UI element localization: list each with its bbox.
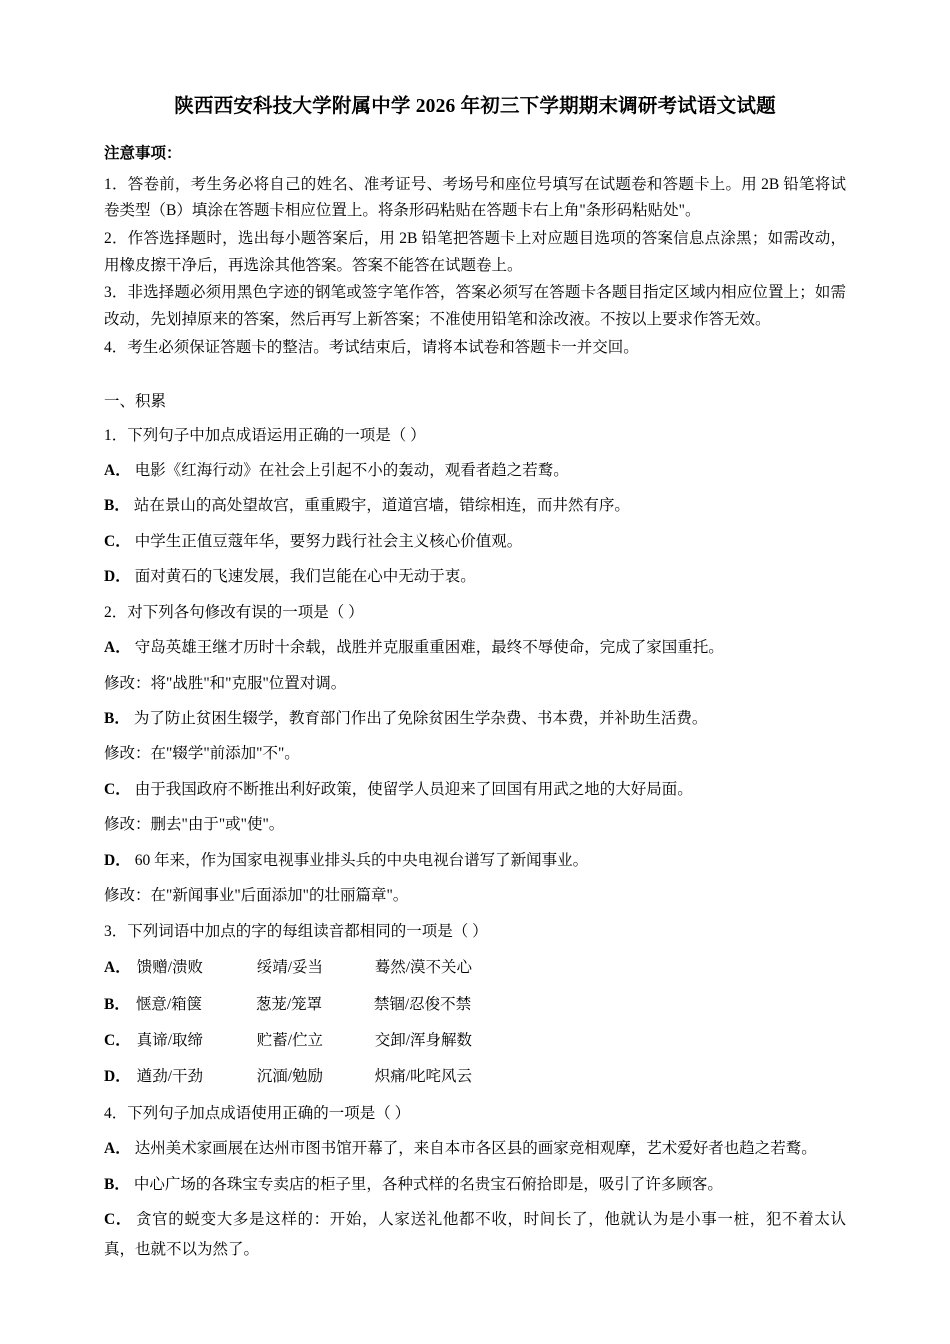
notice-item-2: 2．作答选择题时，选出每小题答案后，用 2B 铅笔把答题卡上对应题目选项的答案信息点涂黑；如需改动，用橡皮擦干净后，再选涂其他答案。答案不能答在试题卷上。 — [104, 229, 846, 274]
option-col-3: 交卸/浑身解数 — [374, 1031, 473, 1049]
question-4 — [104, 1099, 846, 1264]
option-a — [104, 953, 846, 982]
option-d-fix: 修改：在"新闻事业"后面添加"的壮丽篇章"。 — [104, 887, 409, 905]
question-stem: 1．下列句子中加点成语运用正确的一项是（ ） — [104, 426, 426, 444]
option-col-2: 绥靖/妥当 — [256, 959, 324, 977]
option-text: 中学生正值豆蔻年华，要努力践行社会主义核心价值观。 — [134, 532, 523, 550]
question-3 — [104, 917, 846, 1092]
option-text: 60 年来，作为国家电视事业排头兵的中央电视台谱写了新闻事业。 — [134, 851, 589, 869]
option-label: B． — [104, 1175, 130, 1193]
option-d — [104, 846, 846, 875]
option-b — [104, 704, 846, 733]
question-stem: 4．下列句子加点成语使用正确的一项是（ ） — [104, 1104, 411, 1122]
option-b — [104, 491, 846, 520]
option-label: B． — [104, 995, 130, 1013]
option-label: A． — [104, 461, 131, 479]
notice-item-1: 1．答卷前，考生务必将自己的姓名、准考证号、考场号和座位号填写在试题卷和答题卡上。用 2B 铅笔将试卷类型（B）填涂在答题卡相应位置上。将条形码粘贴在答题卡右上角"条形码粘贴处"。 — [104, 175, 846, 220]
option-text: 贪官的蜕变大多是这样的：开始，人家送礼他都不收，时间长了，他就认为是小事一桩，犯不着太认真，也就不以为然了。 — [104, 1211, 846, 1258]
option-d — [104, 562, 846, 591]
page-title: 陕西西安科技大学附属中学 2026 年初三下学期期末调研考试语文试题 — [174, 96, 776, 117]
notice-block — [104, 141, 846, 361]
option-label: C． — [104, 1031, 131, 1049]
option-col-3: 禁锢/忍俊不禁 — [373, 995, 472, 1013]
option-label: D． — [104, 568, 131, 586]
option-col-3: 蓦然/漠不关心 — [374, 959, 473, 977]
notice-item-4: 4．考生必须保证答题卡的整洁。考试结束后，请将本试卷和答题卡一并交回。 — [104, 338, 639, 356]
option-label: D． — [104, 851, 131, 869]
option-col-2: 葱茏/笼罩 — [255, 995, 323, 1013]
option-text: 面对黄石的飞速发展，我们岂能在心中无动于衷。 — [134, 568, 476, 586]
option-c-fix: 修改：删去"由于"或"使"。 — [104, 816, 285, 834]
notice-item-3: 3．非选择题必须用黑色字迹的钢笔或签字笔作答，答案必须写在答题卡各题目指定区域内相应位置上；如需改动，先划掉原来的答案，然后再写上新答案；不准使用铅笔和涂改液。不按以上要求作答无效。 — [104, 284, 846, 328]
option-col-1: 真谛/取缔 — [136, 1031, 204, 1049]
option-text: 守岛英雄王继才历时十余载，战胜并克服重重困难，最终不辱使命，完成了家国重托。 — [134, 639, 724, 657]
option-label: B． — [104, 710, 130, 728]
option-b — [104, 990, 846, 1019]
option-col-2: 沉湎/勉励 — [256, 1068, 324, 1086]
option-label: A． — [104, 959, 131, 977]
question-1 — [104, 421, 846, 592]
option-text: 由于我国政府不断推出利好政策，使留学人员迎来了回国有用武之地的大好局面。 — [134, 780, 693, 798]
option-a — [104, 1134, 846, 1163]
option-col-1: 遒劲/干劲 — [136, 1068, 204, 1086]
question-2 — [104, 598, 846, 911]
option-a-fix: 修改：将"战胜"和"克服"位置对调。 — [104, 674, 347, 692]
option-col-1: 馈赠/溃败 — [136, 959, 204, 977]
notice-heading: 注意事项： — [104, 145, 182, 163]
option-c — [104, 527, 846, 556]
section-title: 一、积累 — [104, 393, 167, 411]
option-label: A． — [104, 639, 131, 657]
option-label: B． — [104, 497, 130, 515]
option-label: C． — [104, 532, 131, 550]
option-label: D． — [104, 1068, 131, 1086]
option-c — [104, 775, 846, 804]
option-col-2: 贮蓄/伫立 — [256, 1031, 324, 1049]
option-label: C． — [104, 1211, 132, 1229]
question-stem: 2．对下列各句修改有误的一项是（ ） — [104, 603, 364, 621]
option-d — [104, 1062, 846, 1091]
option-label: C． — [104, 780, 131, 798]
option-text: 达州美术家画展在达州市图书馆开幕了，来自本市各区县的画家竞相观摩，艺术爱好者也趋之若鹜。 — [134, 1140, 817, 1158]
option-b-fix: 修改：在"辍学"前添加"不"。 — [104, 745, 300, 763]
option-a — [104, 456, 846, 485]
option-col-3: 炽痛/叱咤风云 — [374, 1068, 473, 1086]
option-text: 中心广场的各珠宝专卖店的柜子里，各种式样的名贵宝石俯拾即是，吸引了许多顾客。 — [133, 1175, 723, 1193]
option-c — [104, 1205, 846, 1264]
option-b — [104, 1170, 846, 1199]
option-label: A． — [104, 1140, 131, 1158]
option-a — [104, 633, 846, 662]
option-text: 为了防止贫困生辍学，教育部门作出了免除贫困生学杂费、书本费，并补助生活费。 — [133, 710, 708, 728]
question-stem: 3．下列词语中加点的字的每组读音都相同的一项是（ ） — [104, 922, 488, 940]
option-col-1: 惬意/箱箧 — [135, 995, 203, 1013]
option-text: 站在景山的高处望故宫，重重殿宇，道道宫墙，错综相连，而井然有序。 — [133, 497, 630, 515]
option-c — [104, 1026, 846, 1055]
option-text: 电影《红海行动》在社会上引起不小的轰动，观看者趋之若鹜。 — [134, 461, 569, 479]
